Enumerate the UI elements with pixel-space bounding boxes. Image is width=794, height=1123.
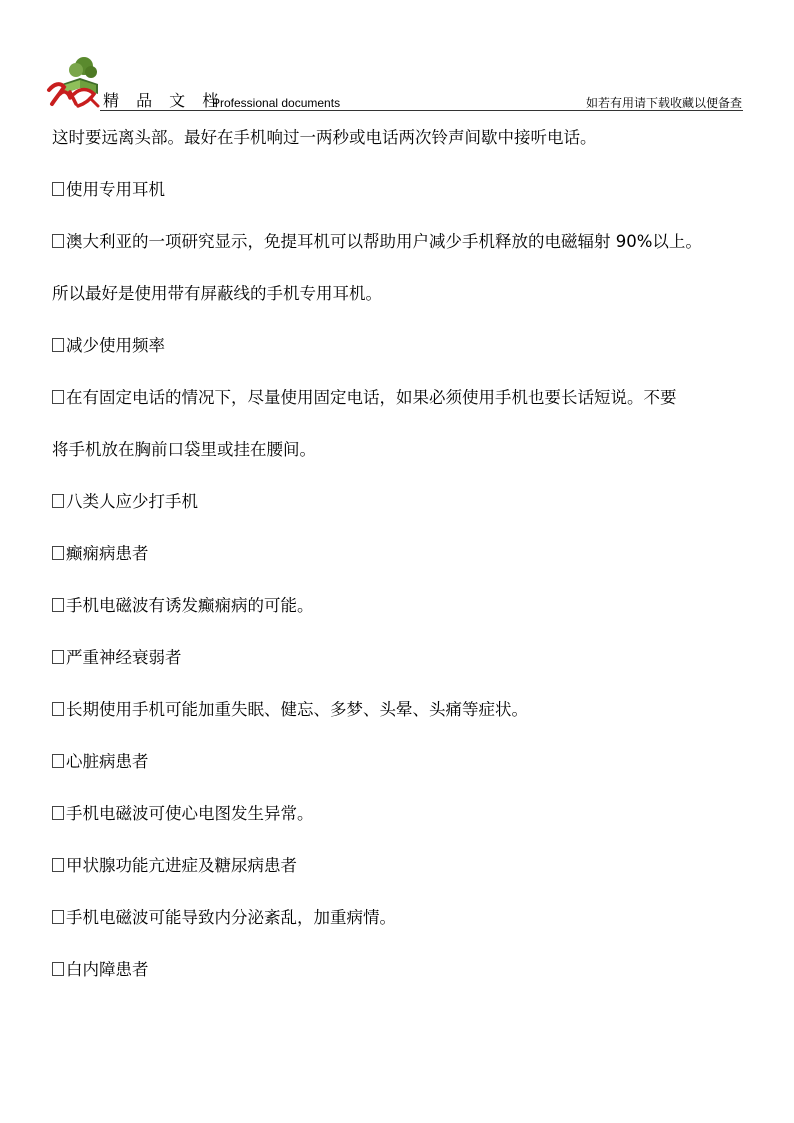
page-header	[0, 0, 794, 112]
checkbox-icon	[52, 910, 64, 924]
checkbox-icon	[52, 390, 64, 404]
checkbox-icon	[52, 962, 64, 976]
section-heading: 减少使用频率	[52, 333, 767, 359]
checkbox-icon	[52, 650, 64, 664]
section-heading: 白内障患者	[52, 957, 767, 983]
logo-icon	[46, 54, 104, 108]
paragraph-line: 澳大利亚的一项研究显示，免提耳机可以帮助用户减少手机释放的电磁辐射 90%以上。	[52, 229, 767, 255]
section-heading: 八类人应少打手机	[52, 489, 767, 515]
section-heading: 癫痫病患者	[52, 541, 767, 567]
checkbox-icon	[52, 234, 64, 248]
checkbox-icon	[52, 754, 64, 768]
paragraph-line: 在有固定电话的情况下，尽量使用固定电话，如果必须使用手机也要长话短说。不要	[52, 385, 767, 411]
section-heading: 心脏病患者	[52, 749, 767, 775]
checkbox-icon	[52, 702, 64, 716]
checkbox-icon	[52, 494, 64, 508]
checkbox-icon	[52, 182, 64, 196]
paragraph-line: 长期使用手机可能加重失眠、健忘、多梦、头晕、头痛等症状。	[52, 697, 767, 723]
header-divider	[100, 110, 743, 111]
checkbox-icon	[52, 546, 64, 560]
section-heading: 甲状腺功能亢进症及糖尿病患者	[52, 853, 767, 879]
checkbox-icon	[52, 806, 64, 820]
checkbox-icon	[52, 858, 64, 872]
section-heading: 使用专用耳机	[52, 177, 767, 203]
checkbox-icon	[52, 338, 64, 352]
paragraph-line: 所以最好是使用带有屏蔽线的手机专用耳机。	[52, 284, 382, 303]
document-body	[52, 125, 767, 983]
checkbox-icon	[52, 598, 64, 612]
paragraph-line: 手机电磁波可能导致内分泌紊乱，加重病情。	[52, 905, 767, 931]
paragraph-line: 将手机放在胸前口袋里或挂在腰间。	[52, 440, 316, 459]
header-note: 如若有用请下载收藏以便备查	[585, 96, 742, 110]
paragraph-line: 手机电磁波有诱发癫痫病的可能。	[52, 593, 767, 619]
paragraph-line: 这时要远离头部。最好在手机响过一两秒或电话两次铃声间歇中接听电话。	[52, 128, 597, 147]
brand-title-cn: 精 品 文 档	[103, 91, 225, 110]
section-heading: 严重神经衰弱者	[52, 645, 767, 671]
paragraph-line: 手机电磁波可使心电图发生异常。	[52, 801, 767, 827]
brand-title-en: Professional documents	[212, 96, 341, 110]
